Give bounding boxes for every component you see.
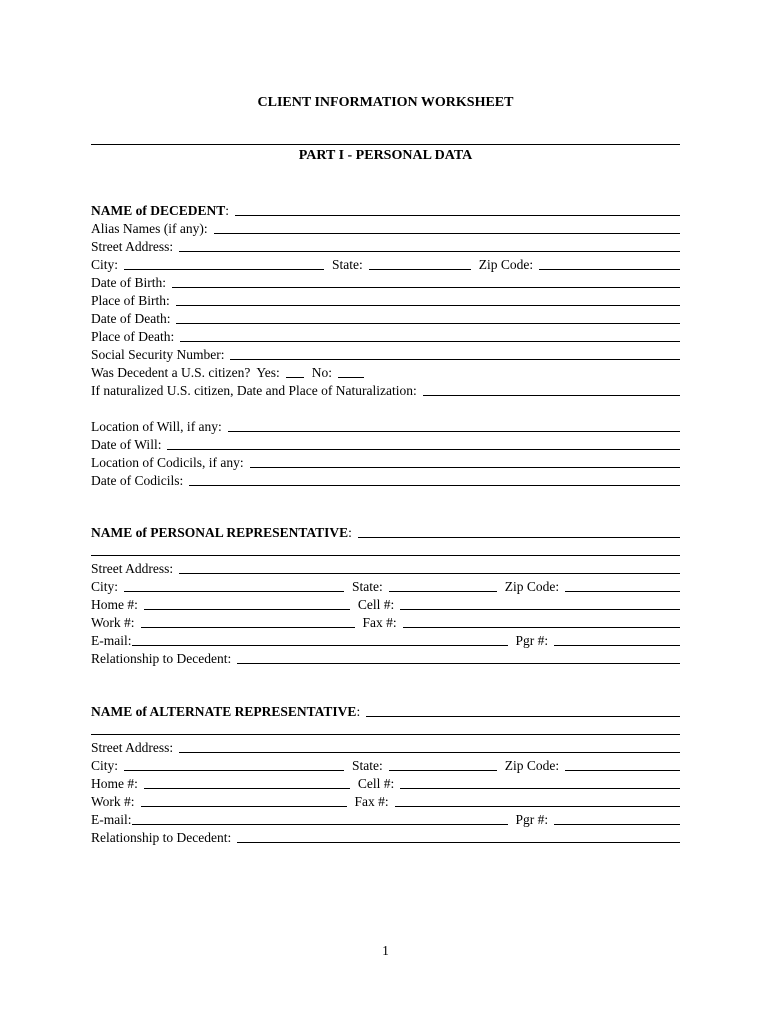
- fax-label: Fax #:: [362, 615, 397, 630]
- citizen-no-field[interactable]: [338, 364, 364, 378]
- pod-field[interactable]: [180, 328, 680, 342]
- personal-rep-street-field[interactable]: [179, 560, 680, 574]
- ssn-field[interactable]: [230, 346, 680, 360]
- pob-field[interactable]: [176, 292, 680, 306]
- part-heading: PART I - PERSONAL DATA: [298, 148, 473, 163]
- state-label: State:: [352, 579, 383, 594]
- pgr-label: Pgr #:: [515, 633, 549, 648]
- personal-rep-home-field[interactable]: [144, 596, 350, 610]
- ssn-row: [91, 344, 680, 362]
- decedent-name-row: NAME of DECEDENT:: [91, 200, 680, 218]
- alternate-rep-name-label: NAME of ALTERNATE REPRESENTATIVE: [91, 704, 357, 719]
- yes-label: Yes:: [256, 365, 280, 380]
- decedent-name-field[interactable]: [235, 202, 680, 216]
- alternate-rep-email-row: [91, 809, 680, 827]
- personal-rep-pgr-field[interactable]: [554, 632, 680, 646]
- will-date-label: Date of Will:: [91, 437, 162, 452]
- personal-rep-work-field[interactable]: [141, 614, 355, 628]
- state-label: State:: [332, 257, 363, 272]
- citizen-label: Was Decedent a U.S. citizen?: [91, 365, 251, 380]
- worksheet-page: [91, 0, 680, 1024]
- will-location-label: Location of Will, if any:: [91, 419, 222, 434]
- personal-rep-cell-field[interactable]: [400, 596, 680, 610]
- personal-rep-name-line2: [91, 540, 680, 558]
- personal-rep-email-field[interactable]: [132, 632, 508, 646]
- decedent-name-label: NAME of DECEDENT: [91, 203, 226, 218]
- naturalization-field[interactable]: [423, 382, 680, 396]
- alternate-rep-name-row: NAME of ALTERNATE REPRESENTATIVE:: [91, 701, 680, 719]
- will-date-row: [91, 434, 680, 452]
- street-label: Street Address:: [91, 239, 174, 254]
- codicil-date-row: [91, 470, 680, 488]
- pob-label: Place of Birth:: [91, 293, 170, 308]
- personal-rep-email-row: [91, 630, 680, 648]
- alternate-rep-work-row: [91, 791, 680, 809]
- zip-label: Zip Code:: [504, 758, 560, 773]
- naturalization-row: [91, 380, 680, 398]
- work-label: Work #:: [91, 794, 135, 809]
- decedent-street-row: [91, 236, 680, 254]
- alias-label: Alias Names (if any):: [91, 221, 208, 236]
- personal-rep-zip-field[interactable]: [565, 578, 680, 592]
- alternate-rep-home-field[interactable]: [144, 775, 350, 789]
- ssn-label: Social Security Number:: [91, 347, 225, 362]
- alternate-rep-home-row: [91, 773, 680, 791]
- alternate-rep-zip-field[interactable]: [565, 757, 680, 771]
- zip-label: Zip Code:: [478, 257, 534, 272]
- city-label: City:: [91, 579, 119, 594]
- email-label: E-mail:: [91, 812, 132, 827]
- alternate-rep-email-field[interactable]: [132, 811, 508, 825]
- personal-rep-city-row: [91, 576, 680, 594]
- state-label: State:: [352, 758, 383, 773]
- codicil-date-label: Date of Codicils:: [91, 473, 184, 488]
- codicil-date-field[interactable]: [189, 472, 680, 486]
- relationship-label: Relationship to Decedent:: [91, 830, 232, 845]
- cell-label: Cell #:: [357, 776, 395, 791]
- street-label: Street Address:: [91, 561, 174, 576]
- personal-rep-street-row: [91, 558, 680, 576]
- pgr-label: Pgr #:: [515, 812, 549, 827]
- personal-rep-relationship-row: [91, 648, 680, 666]
- citizen-row: [91, 362, 680, 380]
- will-date-field[interactable]: [167, 436, 680, 450]
- personal-rep-state-field[interactable]: [389, 578, 497, 592]
- home-label: Home #:: [91, 597, 138, 612]
- street-label: Street Address:: [91, 740, 174, 755]
- document-title: CLIENT INFORMATION WORKSHEET: [257, 95, 514, 110]
- decedent-city-row: [91, 254, 680, 272]
- dod-field[interactable]: [176, 310, 680, 324]
- decedent-state-field[interactable]: [369, 256, 471, 270]
- title-divider: [91, 144, 680, 145]
- alternate-rep-state-field[interactable]: [389, 757, 497, 771]
- work-label: Work #:: [91, 615, 135, 630]
- personal-rep-work-row: [91, 612, 680, 630]
- dob-row: [91, 272, 680, 290]
- dob-label: Date of Birth:: [91, 275, 166, 290]
- alternate-rep-work-field[interactable]: [141, 793, 347, 807]
- codicil-location-label: Location of Codicils, if any:: [91, 455, 244, 470]
- decedent-city-field[interactable]: [124, 256, 324, 270]
- alternate-rep-street-field[interactable]: [179, 739, 680, 753]
- alternate-rep-relationship-row: [91, 827, 680, 845]
- personal-rep-relationship-field[interactable]: [237, 650, 680, 664]
- naturalization-label: If naturalized U.S. citizen, Date and Place of Naturalization:: [91, 383, 417, 398]
- pod-label: Place of Death:: [91, 329, 175, 344]
- dod-label: Date of Death:: [91, 311, 171, 326]
- personal-rep-name-field-2[interactable]: [91, 542, 680, 556]
- personal-rep-fax-field[interactable]: [403, 614, 680, 628]
- codicil-location-row: [91, 452, 680, 470]
- pob-row: [91, 290, 680, 308]
- alternate-rep-name-field[interactable]: [366, 703, 680, 717]
- alias-row: [91, 218, 680, 236]
- alternate-rep-relationship-field[interactable]: [237, 829, 680, 843]
- citizen-yes-field[interactable]: [286, 364, 304, 378]
- alternate-rep-name-line2: [91, 719, 680, 737]
- dod-row: [91, 308, 680, 326]
- decedent-zip-field[interactable]: [539, 256, 680, 270]
- personal-rep-city-field[interactable]: [124, 578, 344, 592]
- cell-label: Cell #:: [357, 597, 395, 612]
- home-label: Home #:: [91, 776, 138, 791]
- alternate-rep-street-row: [91, 737, 680, 755]
- personal-rep-name-field[interactable]: [358, 524, 680, 538]
- will-location-field[interactable]: [228, 418, 680, 432]
- personal-rep-home-row: [91, 594, 680, 612]
- will-location-row: [91, 416, 680, 434]
- alternate-rep-name-field-2[interactable]: [91, 721, 680, 735]
- dob-field[interactable]: [172, 274, 680, 288]
- relationship-label: Relationship to Decedent:: [91, 651, 232, 666]
- city-label: City:: [91, 758, 119, 773]
- codicil-location-field[interactable]: [250, 454, 680, 468]
- city-label: City:: [91, 257, 119, 272]
- email-label: E-mail:: [91, 633, 132, 648]
- alternate-rep-city-row: [91, 755, 680, 773]
- decedent-street-field[interactable]: [179, 238, 680, 252]
- fax-label: Fax #:: [354, 794, 389, 809]
- personal-rep-name-row: NAME of PERSONAL REPRESENTATIVE:: [91, 522, 680, 540]
- alternate-rep-fax-field[interactable]: [395, 793, 680, 807]
- alias-field[interactable]: [214, 220, 680, 234]
- zip-label: Zip Code:: [504, 579, 560, 594]
- personal-rep-name-label: NAME of PERSONAL REPRESENTATIVE: [91, 525, 349, 540]
- alternate-rep-city-field[interactable]: [124, 757, 344, 771]
- pod-row: [91, 326, 680, 344]
- alternate-rep-pgr-field[interactable]: [554, 811, 680, 825]
- alternate-rep-cell-field[interactable]: [400, 775, 680, 789]
- no-label: No:: [311, 365, 332, 380]
- page-number: 1: [382, 943, 389, 958]
